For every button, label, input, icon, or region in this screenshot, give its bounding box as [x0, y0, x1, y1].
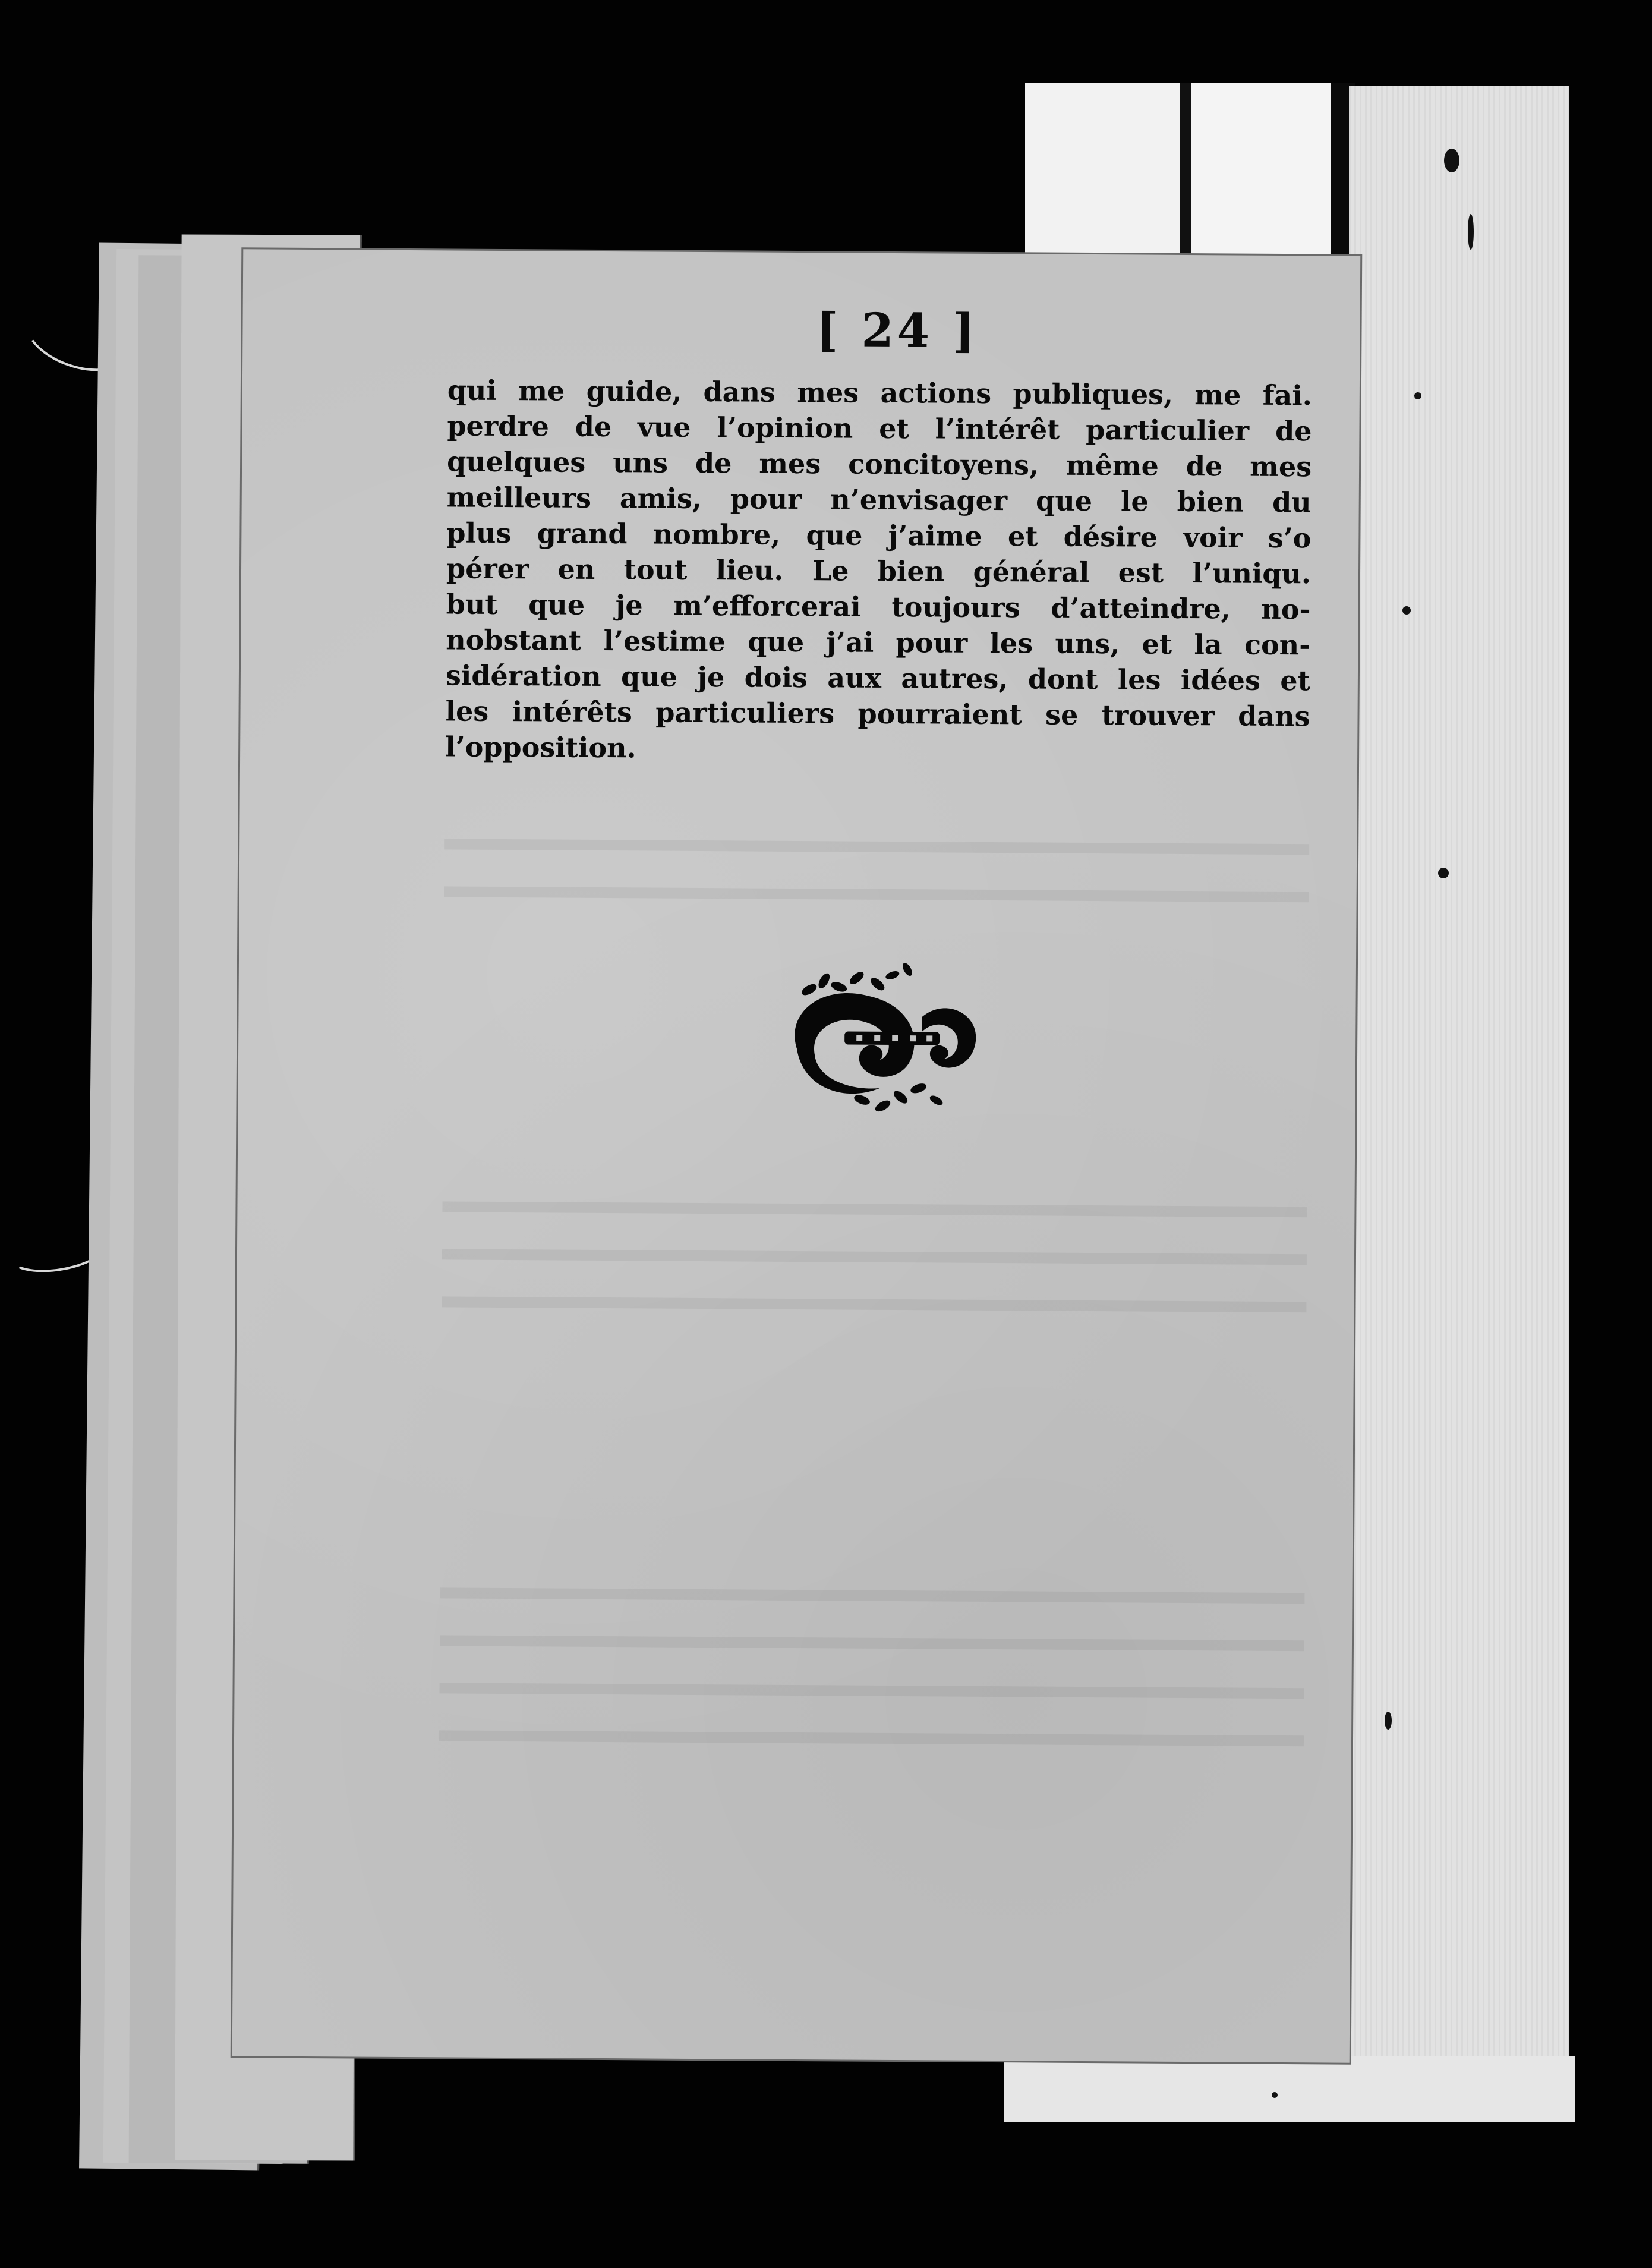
text-line: les intérêts particuliers pourraient se trouver dans	[445, 695, 1310, 733]
body-paragraph	[445, 372, 1312, 770]
show-through	[444, 886, 1309, 902]
text-line: but que je m’efforcerai toujours d’atteindre, no-	[446, 588, 1311, 626]
backing-strip-bottom	[1004, 2056, 1575, 2122]
ink-speck	[1414, 392, 1421, 399]
show-through	[440, 1587, 1304, 1604]
text-line: quelques uns de mes concitoyens, même de mes	[446, 445, 1312, 483]
show-through	[444, 839, 1309, 855]
text-line: nobstant l’estime que j’ai pour les uns, et la con-	[446, 623, 1311, 662]
text-line: meilleurs amis, pour n’envisager que le bien du	[446, 481, 1311, 519]
show-through	[442, 1296, 1306, 1312]
ink-speck	[1444, 149, 1459, 172]
ink-speck	[1402, 606, 1411, 615]
text-line: qui me guide, dans mes actions publiques, me fai.	[447, 374, 1312, 412]
text-line: sidération que je dois aux autres, dont les idées et	[445, 659, 1311, 697]
floral-ornament-icon	[773, 960, 988, 1116]
text-line: pérer en tout lieu. Le bien général est l’uniqu.	[446, 552, 1311, 590]
text-line: l’opposition.	[445, 730, 636, 764]
page-number: [ 24 ]	[816, 303, 979, 358]
show-through	[442, 1201, 1307, 1217]
ink-speck	[1468, 214, 1474, 250]
ink-speck	[1272, 2092, 1278, 2098]
text-line: plus grand nombre, que j’aime et désire voir s’o	[446, 516, 1311, 555]
show-through	[439, 1683, 1304, 1699]
show-through	[442, 1249, 1307, 1265]
book-page	[232, 249, 1361, 2062]
text-line: perdre de vue l’opinion et l’intérêt particulier de	[447, 410, 1312, 448]
show-through	[440, 1635, 1304, 1651]
show-through	[439, 1730, 1304, 1746]
ink-speck	[1438, 868, 1449, 878]
ink-speck	[1385, 1712, 1392, 1730]
binding-strip	[1349, 86, 1569, 2107]
